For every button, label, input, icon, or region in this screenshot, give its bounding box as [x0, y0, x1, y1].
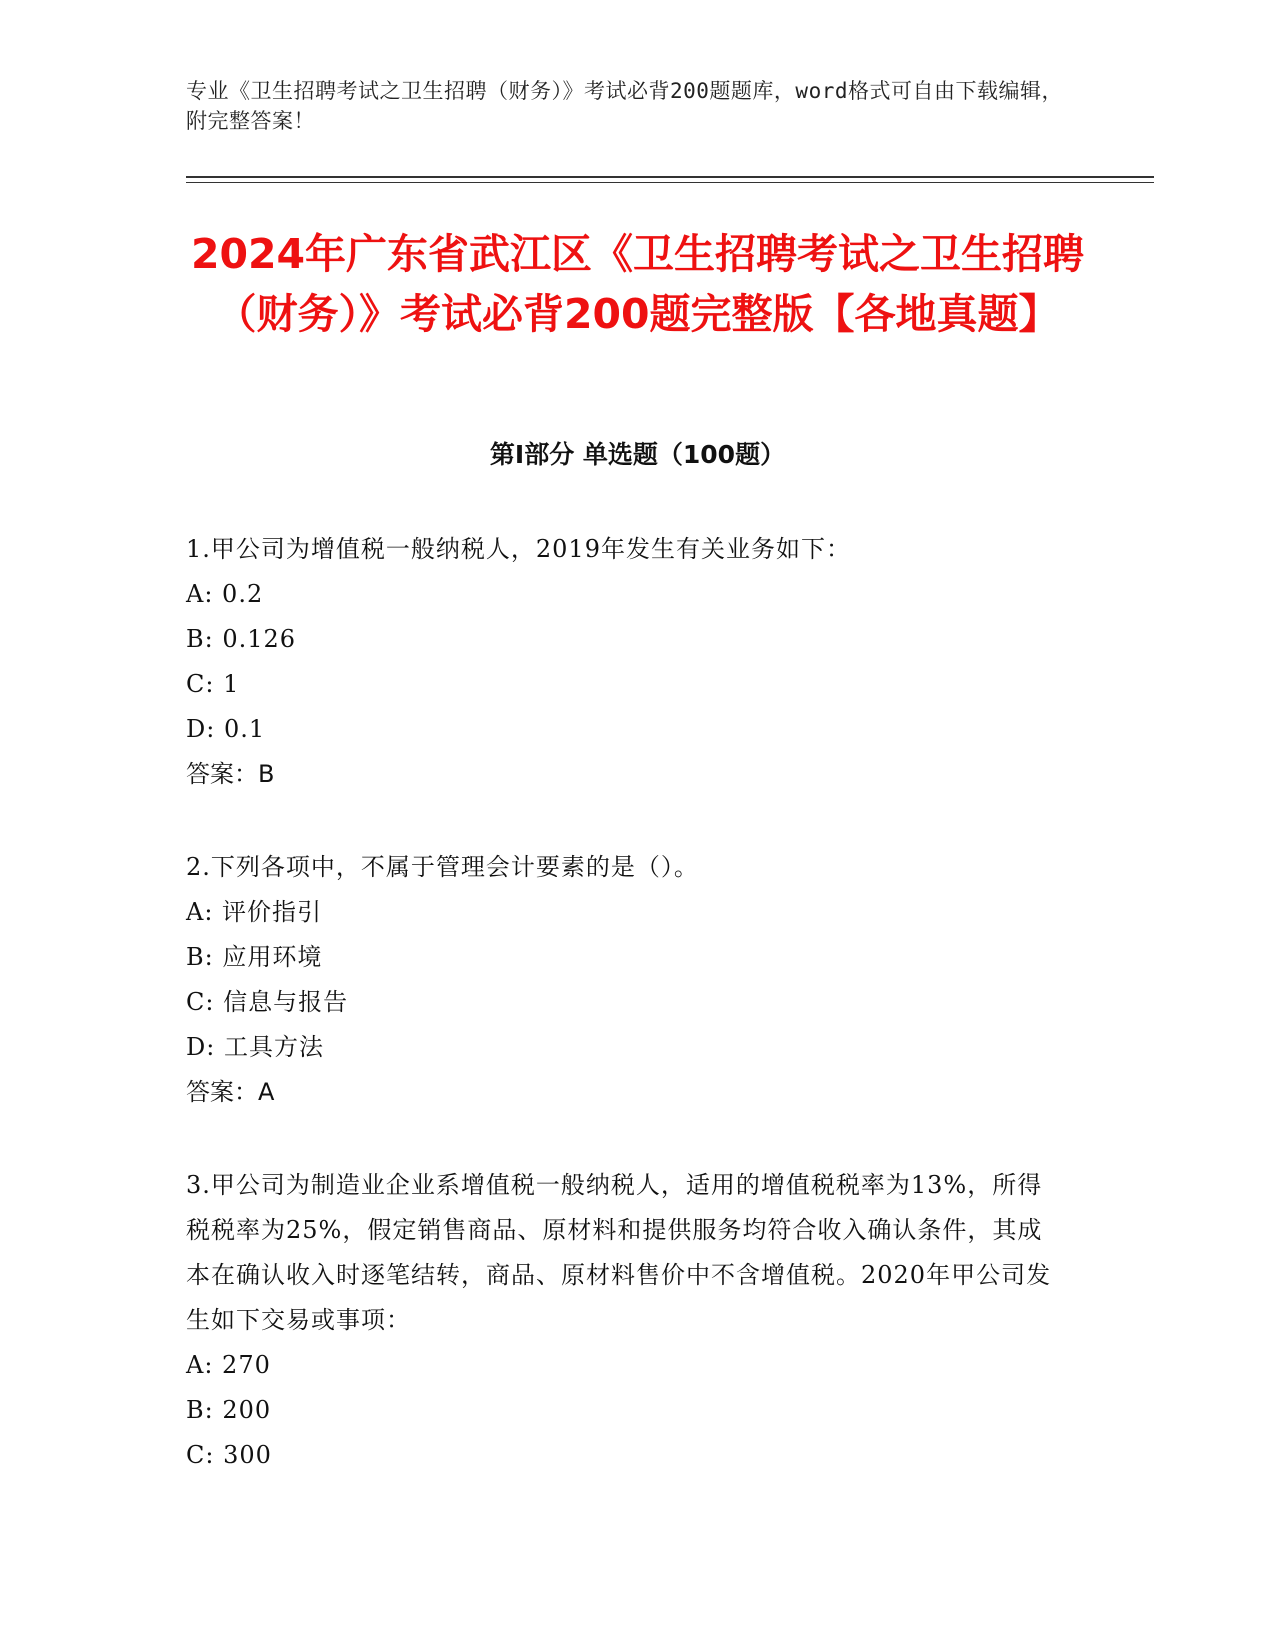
question-1	[186, 527, 1066, 797]
option-b: B: 应用环境	[186, 943, 323, 971]
header-divider	[186, 176, 1154, 178]
question-3	[186, 1163, 1066, 1478]
header-divider-thin	[186, 182, 1154, 183]
answer: 答案：A	[186, 1078, 275, 1106]
section-title: 第I部分 单选题（100题）	[489, 440, 786, 469]
option-a: A: 0.2	[186, 580, 264, 608]
option-a: A: 270	[186, 1351, 271, 1379]
document-title: 2024年广东省武江区《卫生招聘考试之卫生招聘（财务）》考试必背200题完整版【各地真题】	[190, 230, 1085, 338]
question-stem: 2.下列各项中，不属于管理会计要素的是（）。	[186, 853, 699, 881]
option-c: C: 1	[186, 670, 240, 698]
option-d: D: 工具方法	[186, 1033, 324, 1061]
question-stem: 1.甲公司为增值税一般纳税人，2019年发生有关业务如下：	[186, 535, 851, 563]
answer: 答案：B	[186, 760, 275, 788]
option-a: A: 评价指引	[186, 898, 323, 926]
question-2	[186, 845, 1066, 1115]
option-b: B: 0.126	[186, 625, 297, 653]
option-d: D: 0.1	[186, 715, 266, 743]
option-c: C: 信息与报告	[186, 988, 349, 1016]
option-c: C: 300	[186, 1441, 272, 1469]
option-b: B: 200	[186, 1396, 272, 1424]
header-note: 专业《卫生招聘考试之卫生招聘（财务）》考试必背200题题库，word格式可自由下载编辑，附完整答案！	[186, 79, 1063, 133]
question-stem: 3.甲公司为制造业企业系增值税一般纳税人，适用的增值税税率为13%，所得税税率为25%，假定销售商品、原材料和提供服务均符合收入确认条件，其成本在确认收入时逐笔结转，商品、原材料售价中不含增值税。2020年甲公司发生如下交易或事项：	[186, 1171, 1052, 1334]
